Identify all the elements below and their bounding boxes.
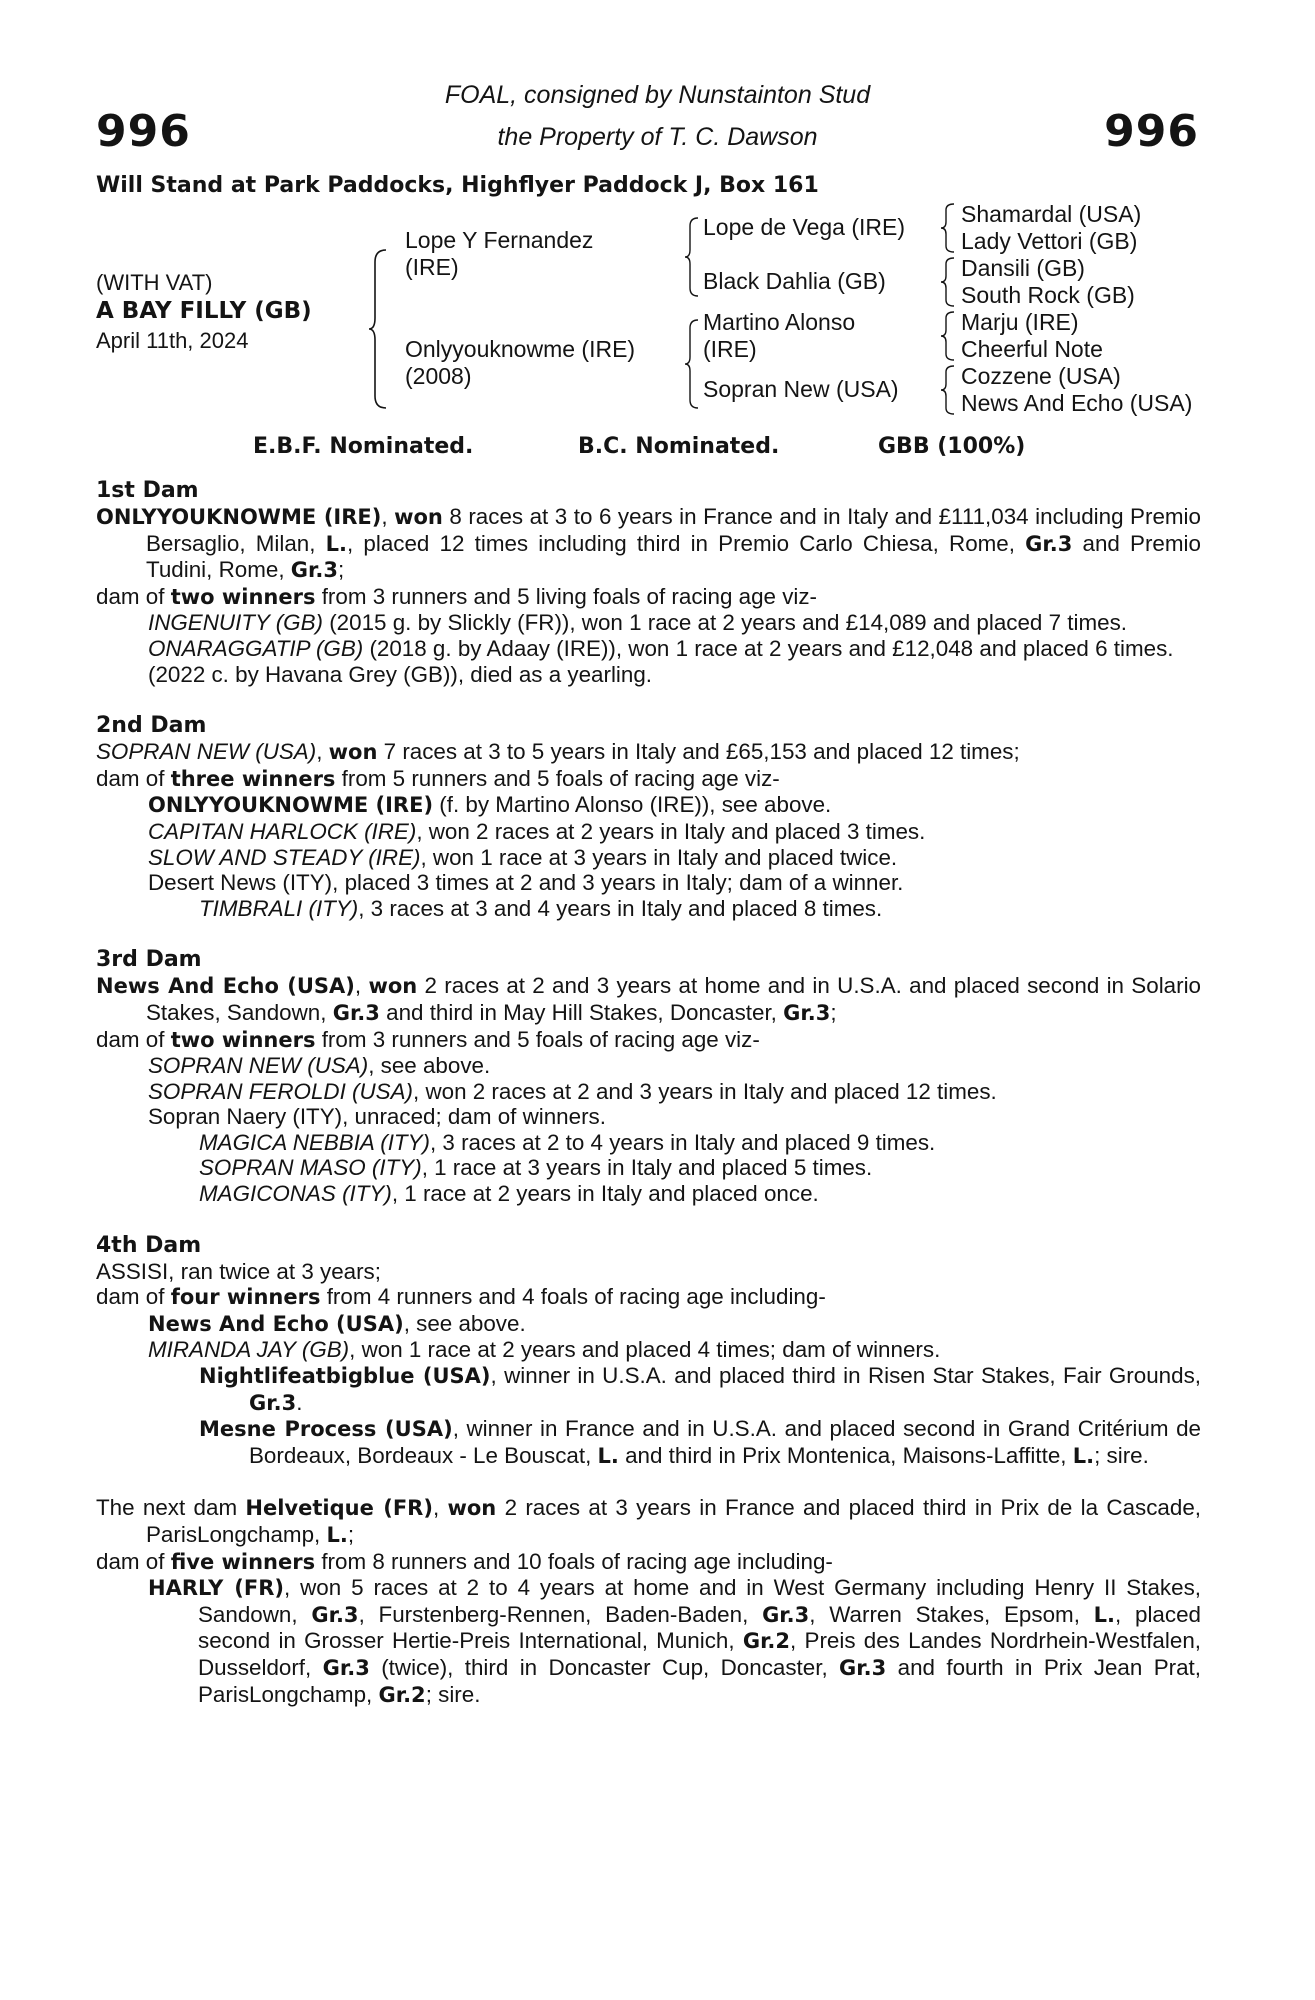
text-run: from 3 runners and 5 foals of racing age viz- — [315, 1026, 760, 1052]
entry-paragraph — [148, 610, 1201, 636]
text-run: ; sire. — [425, 1681, 481, 1707]
pedigree-g3-5: Marju (IRE) — [961, 309, 1079, 335]
text-run: dam of — [96, 1548, 171, 1574]
section-5 — [96, 1495, 1201, 1708]
italic-text: MAGICA NEBBIA (ITY) — [199, 1129, 430, 1155]
bold-text: won — [328, 740, 378, 765]
text-run: , Furstenberg-Rennen, Baden-Baden, — [358, 1601, 763, 1627]
text-run: , — [316, 739, 329, 765]
text-run: , won 2 races at 2 years in Italy and placed 3 times. — [416, 818, 926, 844]
text-run: 2 races at 3 years in France and placed third in Prix de la Cascade, ParisLongchamp, — [146, 1495, 1201, 1547]
italic-text: SOPRAN NEW (USA) — [148, 1053, 369, 1079]
text-run: and third in Prix Montenica, Maisons-Laffitte, — [618, 1442, 1073, 1468]
text-run: ; — [830, 999, 837, 1025]
subject-block — [96, 268, 312, 355]
entry-paragraph — [96, 973, 1201, 1026]
bold-text: won — [368, 974, 418, 999]
pedigree-brace-sire — [684, 216, 700, 298]
nomination-ebf: E.B.F. Nominated. — [253, 434, 474, 459]
entry-paragraph — [199, 1155, 1201, 1181]
bold-text: Gr.3 — [249, 1390, 297, 1415]
pedigree-brace-g3-3 — [940, 310, 956, 362]
entry-paragraph — [148, 1311, 1201, 1338]
bold-text: Gr.3 — [839, 1655, 887, 1680]
bold-text: News And Echo (USA) — [148, 1311, 404, 1336]
italic-text: MAGICONAS (ITY) — [199, 1181, 392, 1207]
text-run: from 3 runners and 5 living foals of racing age viz- — [315, 583, 818, 609]
pedigree-dam-line1: Onlyyouknowme (IRE) — [405, 336, 636, 362]
italic-text: SOPRAN MASO (ITY) — [199, 1155, 422, 1181]
bold-text: Gr.3 — [311, 1602, 359, 1627]
entry-paragraph — [199, 1416, 1201, 1469]
entry-paragraph — [199, 1363, 1201, 1416]
pedigree-g3-4: South Rock (GB) — [961, 282, 1135, 308]
bold-text: Nightlifeatbigblue (USA) — [199, 1364, 491, 1389]
text-run: (2022 c. by Havana Grey (GB)), died as a yearling. — [148, 661, 653, 687]
text-run: , see above. — [368, 1053, 491, 1079]
italic-text: ONARAGGATIP (GB) — [148, 635, 364, 661]
bold-text: two winners — [170, 584, 316, 609]
text-run: . — [296, 1389, 303, 1415]
text-run: dam of — [96, 1284, 171, 1310]
bold-text: News And Echo (USA) — [96, 974, 355, 999]
pedigree-sire-line1: Lope Y Fernandez — [405, 227, 594, 253]
bold-text: Gr.3 — [762, 1602, 810, 1627]
entry-paragraph — [148, 1104, 1201, 1130]
vat-note: (WITH VAT) — [96, 270, 213, 295]
entry-paragraph — [148, 1575, 1201, 1708]
pedigree-g3-6: Cheerful Note — [961, 336, 1103, 362]
italic-text: MIRANDA JAY (GB) — [148, 1337, 350, 1363]
text-run: , 3 races at 3 and 4 years in Italy and placed 8 times. — [358, 895, 883, 921]
section-heading: 1st Dam — [96, 478, 199, 503]
bold-text: three winners — [170, 766, 336, 791]
entry-paragraph — [199, 896, 1201, 922]
text-run: , 3 races at 2 to 4 years in Italy and placed 9 times. — [429, 1129, 936, 1155]
entry-paragraph — [148, 819, 1201, 845]
text-run: ; — [337, 557, 345, 583]
pedigree-dam-line2: (2008) — [405, 363, 472, 389]
pedigree-dam-sire-line2: (IRE) — [703, 336, 757, 362]
bold-text: ONLYYOUKNOWME (IRE) — [96, 505, 382, 529]
text-run: from 5 runners and 5 foals of racing age viz- — [335, 765, 780, 791]
entry-paragraph — [96, 1284, 1201, 1311]
text-run: ; sire. — [1094, 1442, 1149, 1468]
text-run: from 8 runners and 10 foals of racing age including- — [315, 1548, 833, 1574]
bold-text: five winners — [170, 1549, 316, 1574]
bold-text: Mesne Process (USA) — [199, 1417, 453, 1442]
bold-text: L. — [1072, 1443, 1095, 1468]
entry-paragraph — [148, 662, 1201, 688]
bold-text: L. — [326, 1523, 348, 1547]
text-run: , see above. — [403, 1310, 526, 1336]
horse-name: A BAY FILLY (GB) — [96, 298, 312, 324]
text-run: Desert News (ITY), placed 3 times at 2 and 3 years in Italy; dam of a winner. — [148, 870, 904, 896]
bold-text: four winners — [170, 1285, 321, 1310]
pedigree-sire-line2: (IRE) — [405, 254, 459, 280]
text-run: from 4 runners and 4 foals of racing age including- — [320, 1284, 826, 1310]
pedigree-g3-1: Shamardal (USA) — [961, 201, 1142, 227]
lot-number-left: 996 — [96, 106, 191, 157]
text-run: 7 races at 3 to 5 years in Italy and £65,153 and placed 12 times; — [377, 739, 1020, 765]
bold-text: two winners — [170, 1027, 316, 1052]
section-3 — [96, 947, 1201, 1206]
text-run: , — [354, 973, 369, 999]
bold-text: L. — [325, 531, 347, 556]
pedigree-sire-dam: Black Dahlia (GB) — [703, 268, 886, 294]
text-run: and third in May Hill Stakes, Doncaster, — [379, 999, 784, 1025]
italic-text: TIMBRALI (ITY) — [199, 895, 359, 921]
bold-text: Gr.2 — [378, 1682, 426, 1707]
italic-text: INGENUITY (GB) — [148, 610, 323, 636]
text-run: , Preis des Landes Nordrhein-Westfalen, Dusseldorf, — [198, 1628, 1201, 1680]
entry-paragraph — [148, 636, 1201, 662]
italic-text: SOPRAN NEW (USA) — [96, 739, 317, 765]
pedigree-dam-sire — [703, 309, 855, 363]
consignment-line-2: the Property of T. C. Dawson — [497, 123, 818, 151]
entry-paragraph — [148, 845, 1201, 871]
pedigree-g3-7: Cozzene (USA) — [961, 363, 1121, 389]
pedigree-g3-8: News And Echo (USA) — [961, 390, 1193, 416]
italic-text: SLOW AND STEADY (IRE) — [148, 844, 421, 870]
pedigree-g3-3: Dansili (GB) — [961, 255, 1085, 281]
entry-paragraph — [96, 584, 1201, 611]
italic-text: SOPRAN FEROLDI (USA) — [148, 1078, 413, 1104]
text-run: , won 1 race at 3 years in Italy and placed twice. — [420, 844, 898, 870]
entry-paragraph — [148, 792, 1201, 819]
bold-text: HARLY (FR) — [148, 1576, 285, 1601]
lot-number-right: 996 — [1104, 106, 1199, 157]
text-run: dam of — [96, 1026, 171, 1052]
section-heading: 3rd Dam — [96, 947, 202, 973]
entry-paragraph — [96, 1549, 1201, 1576]
text-run: , — [381, 504, 395, 529]
section-1 — [96, 478, 1201, 687]
section-4 — [96, 1233, 1201, 1470]
pedigree-brace-g3-2 — [940, 256, 956, 308]
text-run: ASSISI, ran twice at 3 years; — [96, 1258, 381, 1284]
pedigree-dam-dam: Sopran New (USA) — [703, 376, 899, 402]
pedigree-brace-dam — [684, 318, 700, 410]
pedigree-brace-g3-1 — [940, 202, 956, 254]
text-run: (f. by Martino Alonso (IRE)), see above. — [433, 792, 832, 818]
section-heading: 4th Dam — [96, 1232, 202, 1258]
text-run: 8 races at 3 to 6 years in France and in Italy and £111,034 including Premio Bersaglio, Milan, — [146, 504, 1201, 556]
entry-paragraph — [96, 766, 1201, 793]
text-run: , won 1 race at 2 years and placed 4 times; dam of winners. — [349, 1337, 941, 1363]
bold-text: Gr.3 — [1025, 531, 1073, 556]
entry-paragraph — [148, 1053, 1201, 1079]
text-run: , winner in France and in U.S.A. and placed second in Grand Critérium de Bordeaux, Bordeaux - Le Bouscat, — [249, 1416, 1202, 1468]
pedigree-sire — [405, 227, 593, 281]
entry-paragraph — [96, 739, 1201, 766]
text-run: , Warren Stakes, Epsom, — [809, 1601, 1094, 1627]
bold-text: won — [447, 1496, 497, 1521]
entry-paragraph — [96, 1027, 1201, 1054]
entry-paragraph — [96, 1259, 1201, 1285]
text-run: The next dam — [96, 1495, 246, 1521]
bold-text: L. — [1093, 1602, 1116, 1627]
entry-paragraph — [148, 870, 1201, 896]
pedigree-g3-2: Lady Vettori (GB) — [961, 228, 1138, 254]
text-run: and Premio Tudini, Rome, — [146, 530, 1201, 583]
italic-text: CAPITAN HARLOCK (IRE) — [148, 818, 417, 844]
text-run: (twice), third in Doncaster Cup, Doncaster, — [369, 1654, 840, 1680]
pedigree-dam — [405, 336, 635, 390]
pedigree-brace-subject — [368, 248, 388, 410]
section-heading: 2nd Dam — [96, 713, 207, 739]
bold-text: Gr.3 — [783, 1000, 831, 1025]
bold-text: Gr.3 — [332, 1000, 380, 1025]
text-run: (2015 g. by Slickly (FR)), won 1 race at 2 years and £14,089 and placed 7 times. — [323, 610, 1127, 636]
entry-paragraph — [96, 1495, 1201, 1548]
bold-text: L. — [597, 1443, 619, 1468]
bold-text: ONLYYOUKNOWME (IRE) — [148, 793, 434, 818]
pedigree-sire-sire: Lope de Vega (IRE) — [703, 214, 906, 240]
entry-paragraph — [96, 504, 1201, 584]
bold-text: Gr.2 — [742, 1629, 791, 1654]
text-run: dam of — [96, 583, 171, 609]
pedigree-dam-sire-line1: Martino Alonso — [703, 309, 856, 335]
text-run: dam of — [96, 765, 171, 791]
consignment-line-1: FOAL, consigned by Nunstainton Stud — [444, 81, 871, 109]
bold-text: Gr.3 — [290, 558, 338, 583]
text-run: Sopran Naery (ITY), unraced; dam of winners. — [148, 1104, 606, 1130]
text-run: , winner in U.S.A. and placed third in Risen Star Stakes, Fair Grounds, — [490, 1363, 1201, 1389]
entry-paragraph — [199, 1130, 1201, 1156]
bold-text: Helvetique (FR) — [245, 1496, 433, 1521]
text-run: , 1 race at 3 years in Italy and placed 5 times. — [421, 1155, 873, 1181]
pedigree-brace-g3-4 — [940, 364, 956, 416]
entry-paragraph — [148, 1337, 1201, 1363]
text-run: , 1 race at 2 years in Italy and placed once. — [391, 1181, 819, 1207]
stand-location: Will Stand at Park Paddocks, Highflyer Paddock J, Box 161 — [96, 173, 819, 198]
foaling-date: April 11th, 2024 — [96, 328, 249, 353]
text-run: , — [432, 1495, 448, 1521]
catalogue-body — [96, 478, 1201, 1734]
entry-paragraph — [148, 1079, 1201, 1105]
nomination-gbb: GBB (100%) — [878, 434, 1026, 459]
text-run: , placed second in Grosser Hertie-Preis International, Munich, — [198, 1601, 1201, 1654]
text-run: (2018 g. by Adaay (IRE)), won 1 race at 2 years and £12,048 and placed 6 times. — [363, 635, 1174, 661]
bold-text: Gr.3 — [322, 1655, 370, 1680]
text-run: , won 5 races at 2 to 4 years at home and in West Germany including Henry II Stakes, Sandown, — [198, 1575, 1201, 1627]
text-run: , won 2 races at 2 and 3 years in Italy and placed 12 times. — [413, 1078, 997, 1104]
text-run: ; — [347, 1522, 355, 1547]
bold-text: won — [394, 505, 443, 529]
text-run: and fourth in Prix Jean Prat, ParisLongchamp, — [198, 1654, 1201, 1707]
section-2 — [96, 713, 1201, 921]
text-run: , placed 12 times including third in Premio Carlo Chiesa, Rome, — [347, 530, 1026, 556]
entry-paragraph — [199, 1181, 1201, 1207]
nomination-bc: B.C. Nominated. — [578, 434, 780, 459]
text-run: 2 races at 2 and 3 years at home and in U.S.A. and placed second in Solario Stakes, Sandown, — [146, 973, 1202, 1025]
